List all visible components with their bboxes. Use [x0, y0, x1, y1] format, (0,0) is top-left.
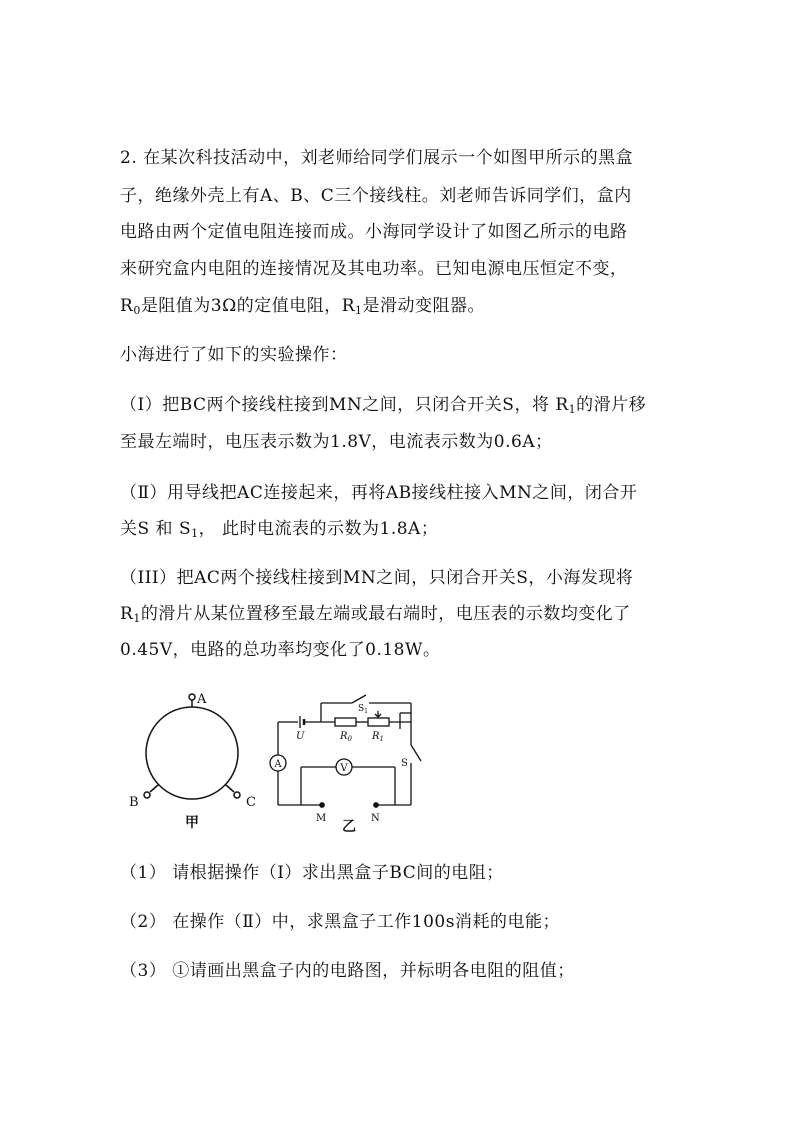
switch-s-blade — [411, 745, 421, 761]
operation-2-text: 关S 和 S — [120, 519, 192, 539]
operation-2-text-end: ， 此时电流表的示数为1.8A； — [198, 519, 439, 539]
operation-3-subscript: 1 — [133, 612, 141, 625]
terminal-c-post — [234, 792, 240, 798]
operation-1-line-1 — [120, 395, 646, 415]
question-2: （2） 在操作（Ⅱ）中，求黑盒子工作100s消耗的电能； — [120, 912, 560, 932]
voltmeter-label: V — [340, 763, 348, 774]
r1-resistor — [368, 718, 389, 726]
r1-label-sub: 1 — [379, 735, 384, 743]
terminal-a-label: A — [197, 692, 207, 707]
s1-label — [358, 704, 368, 715]
problem-line-1: 2. 在某次科技活动中，刘老师给同学们展示一个如图甲所示的黑盒 — [120, 148, 634, 168]
r1-description: 是滑动变阻器。 — [362, 296, 486, 316]
terminal-c-label: C — [246, 795, 256, 810]
terminal-n-label: N — [371, 813, 380, 824]
r0-label — [339, 731, 353, 743]
question-3: （3） ①请画出黑盒子内的电路图，并标明各电阻的阻值； — [120, 961, 575, 981]
terminal-b-post — [144, 792, 150, 798]
terminal-b-label: B — [129, 795, 139, 810]
terminal-c-lead — [226, 785, 234, 792]
r1-label-letter: R — [372, 731, 380, 742]
problem-line-5 — [120, 296, 485, 316]
black-box-diagram — [144, 694, 240, 799]
operation-3-line-3: 0.45V，电路的总功率均变化了0.18W。 — [120, 640, 441, 660]
operation-1-line-2: 至最左端时，电压表示数为1.8V，电流表示数为0.6A； — [120, 432, 553, 452]
r0-label-letter: R — [340, 731, 348, 742]
s1-label-letter: S — [358, 704, 365, 714]
r1-symbol: R — [341, 296, 356, 316]
black-box-circle — [146, 707, 238, 799]
switch-s1-blade — [352, 695, 366, 703]
figure-caption-yi: 乙 — [342, 819, 356, 835]
r1-label — [371, 731, 384, 743]
r0-symbol: R — [120, 296, 134, 316]
circuit-diagram — [270, 695, 421, 807]
terminal-m-label: M — [316, 813, 327, 824]
operation-1-text: （I）把BC两个接线柱接到MN之间，只闭合开关S，将 R — [120, 395, 569, 415]
operation-3-line-1: （III）把AC两个接线柱接到MN之间，只闭合开关S，小海发现将 — [120, 568, 634, 588]
operation-3-r1-symbol: R — [120, 604, 134, 624]
terminal-m — [320, 803, 324, 807]
ammeter-label: A — [274, 759, 282, 770]
problem-line-4: 来研究盒内电阻的连接情况及其电功率。已知电源电压恒定不变， — [120, 259, 628, 279]
operation-1-subscript: 1 — [568, 403, 577, 416]
r0-description: 是阻值为3Ω的定值电阻， — [140, 296, 342, 316]
circuit-figure-svg — [120, 685, 440, 835]
r1-subscript: 1 — [355, 304, 363, 317]
operation-2-line-2 — [120, 519, 438, 539]
operation-2-line-1: （Ⅱ）用导线把AC连接起来，再将AB接线柱接入MN之间，闭合开 — [120, 483, 638, 503]
intro-line: 小海进行了如下的实验操作： — [120, 345, 348, 365]
switch-s-label: S — [401, 758, 408, 769]
terminal-b-lead — [150, 785, 158, 792]
operation-1-text-end: 的滑片移 — [576, 395, 647, 415]
operation-2-subscript: 1 — [191, 527, 199, 540]
s1-label-sub: 1 — [364, 708, 368, 715]
figure-caption-jia: 甲 — [185, 815, 199, 831]
question-1: （1） 请根据操作（I）求出黑盒子BC间的电阻； — [120, 863, 504, 883]
r0-label-sub: 0 — [347, 735, 352, 743]
terminal-a-post — [189, 694, 195, 700]
problem-line-3: 电路由两个定值电阻连接而成。小海同学设计了如图乙所示的电路 — [120, 222, 628, 242]
r0-subscript: 0 — [133, 304, 141, 317]
r0-resistor — [335, 718, 356, 726]
operation-3-line-2 — [120, 604, 631, 624]
problem-line-2: 子，绝缘外壳上有A、B、C三个接线柱。刘老师告诉同学们，盒内 — [120, 186, 632, 206]
operation-3-text: 的滑片从某位置移至最左端或最右端时，电压表的示数均变化了 — [140, 604, 631, 624]
figure-black-box-and-circuit — [120, 685, 440, 835]
source-label: U — [296, 731, 305, 742]
